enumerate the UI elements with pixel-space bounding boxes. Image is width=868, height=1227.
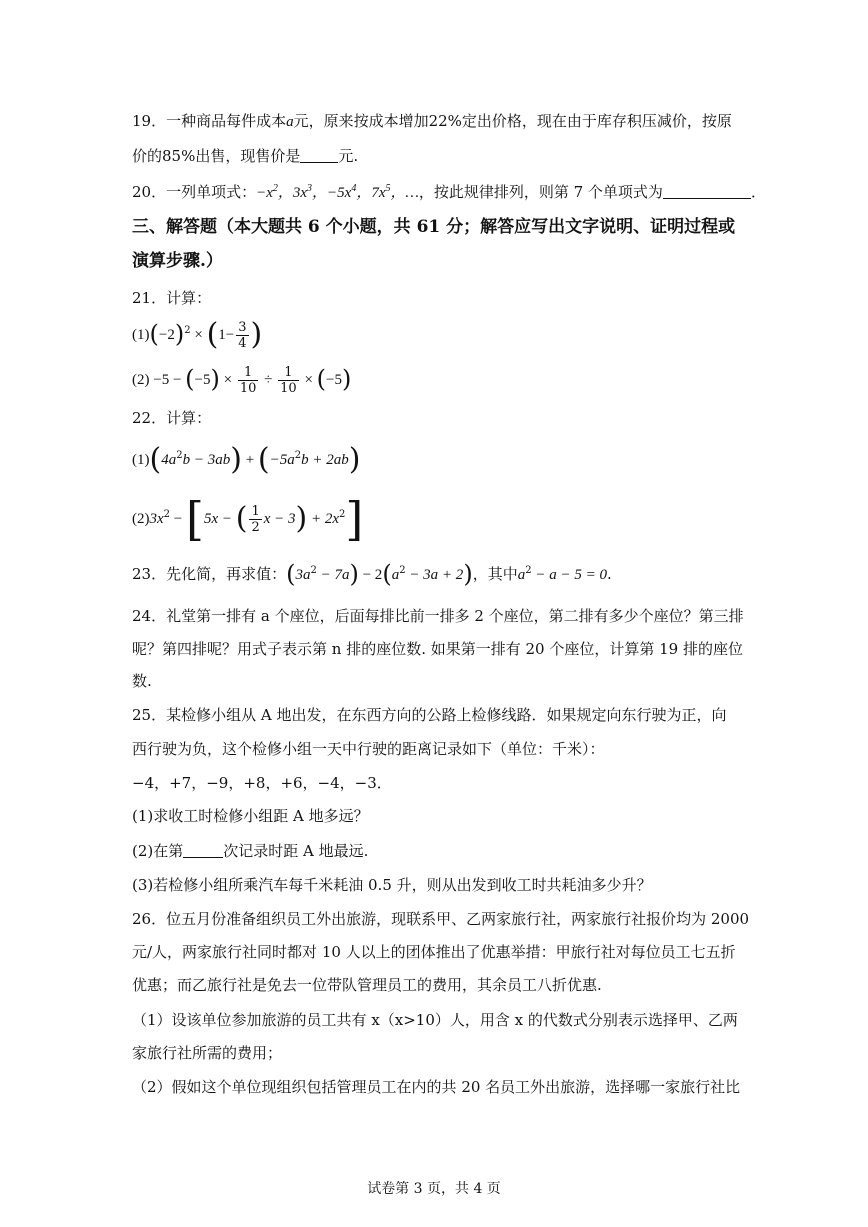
q20-sequence: $-x^2$，$3x^3$，$-5x^4$，$7x^5$，… bbox=[256, 183, 419, 201]
q21-part1: $(1)(-2)^2 \times (1-$ $\frac{3}{4}$ ) bbox=[132, 317, 263, 352]
answer-blank[interactable] bbox=[663, 184, 751, 199]
q26-line2: 元/人，两家旅行社同时都对 10 人以上的团体推出了优惠举措：甲旅行社对每位员工七五折 bbox=[132, 943, 736, 961]
q25-sub2 bbox=[132, 840, 748, 862]
q21-title: 21．计算： bbox=[132, 289, 212, 307]
q19-line2-a: 价的85%出售，现售价是 bbox=[132, 147, 301, 165]
page-footer: 试卷第 3 页，共 4 页 bbox=[367, 1181, 501, 1197]
fraction: $\frac{1}{2}$ bbox=[251, 503, 260, 535]
q22-title: 22．计算： bbox=[132, 409, 212, 427]
q19-line2-b: 元. bbox=[338, 147, 359, 165]
q20-line: 20．一列单项式：$-x^2$，$3x^3$，$-5x^4$，$7x^5$，…，按此规律排列，则第 7 个单项式为 ． bbox=[132, 183, 766, 201]
section-heading-line2: 演算步骤.） bbox=[132, 251, 223, 271]
fraction: $\frac{1}{10}$ bbox=[280, 364, 297, 396]
q19-line2 bbox=[132, 145, 748, 167]
q22-part2: $(2)3x^2 - [5x$ − ( $\frac{1}{2}$ $x - 3) + 2x^2$] bbox=[132, 492, 364, 546]
q25-sub2-a: (2)在第 bbox=[132, 842, 184, 860]
q24-line1: 24．礼堂第一排有 a 个座位，后面每排比前一排多 2 个座位，第二排有多少个座位？第三排 bbox=[132, 607, 744, 625]
q23-text-b: ，其中 bbox=[472, 565, 518, 583]
q25-line1: 25．某检修小组从 A 地出发，在东西方向的公路上检修线路．如果规定向东行驶为正，向 bbox=[132, 706, 727, 724]
q23-text-a: 23．先化简，再求值： bbox=[132, 565, 287, 583]
q26-sub1-line1: （1）设该单位参加旅游的员工共有 x（x>10）人，用含 x 的代数式分别表示选择甲、乙两 bbox=[132, 1011, 738, 1029]
answer-blank[interactable] bbox=[183, 843, 223, 858]
fraction: $\frac{3}{4}$ bbox=[238, 319, 247, 351]
q26-sub1-line2: 家旅行社所需的费用； bbox=[132, 1044, 283, 1062]
section-heading-line1: 三、解答题（本大题共 6 个小题，共 61 分；解答应写出文字说明、证明过程或 bbox=[132, 217, 736, 237]
fraction: $\frac{1}{10}$ bbox=[239, 364, 257, 396]
q19-line1 bbox=[132, 110, 748, 133]
q25-data: −4，+7，−9，+8，+6，−4，−3． bbox=[132, 774, 392, 792]
q25-sub2-b: 次记录时距 A 地最远. bbox=[223, 842, 369, 860]
q26-line1: 26．位五月份准备组织员工外出旅游，现联系甲、乙两家旅行社，两家旅行社报价均为 2000 bbox=[132, 910, 750, 928]
q23-line: 23．先化简，再求值：$(3a^2 - 7a) - 2(a^2 - 3a + 2)$，其中$a^2 - a - 5 = 0$. bbox=[132, 560, 612, 588]
q25-line2: 西行驶为负，这个检修小组一天中行驶的距离记录如下（单位：千米）： bbox=[132, 740, 605, 758]
q19-text-b: 元，原来按成本增加22%定出价格，现在由于库存积压减价，按原 bbox=[293, 112, 732, 130]
q25-sub3: (3)若检修小组所乘汽车每千米耗油 0.5 升，则从出发到收工时共耗油多少升？ bbox=[132, 876, 652, 894]
q26-line3: 优惠；而乙旅行社是免去一位带队管理员工的费用，其余员工八折优惠. bbox=[132, 976, 602, 994]
q20-text-b: ，按此规律排列，则第 7 个单项式为 bbox=[418, 183, 663, 201]
q25-sub1: (1)求收工时检修小组距 A 地多远？ bbox=[132, 807, 369, 825]
q21-part2: (2) −5 − (−5) × $\frac{1}{10}$ ÷ $\frac{1}{10}$ × (−5) bbox=[132, 364, 352, 396]
q24-line2: 呢？第四排呢？用式子表示第 n 排的座位数. 如果第一排有 20 个座位，计算第 19 排的座位 bbox=[132, 640, 743, 658]
q26-sub2-line1: （2）假如这个单位现组织包括管理员工在内的共 20 名员工外出旅游，选择哪一家旅行社比 bbox=[132, 1078, 741, 1096]
q20-text-a: 20．一列单项式： bbox=[132, 183, 257, 201]
q22-part1: $(1)(4a^2b - 3ab) + (-5a^2b + 2ab)$ bbox=[132, 442, 361, 477]
q19-var: a bbox=[286, 114, 294, 130]
q24-line3: 数. bbox=[132, 672, 152, 690]
q19-text-a: 19．一种商品每件成本 bbox=[132, 112, 287, 130]
answer-blank[interactable] bbox=[300, 148, 338, 163]
